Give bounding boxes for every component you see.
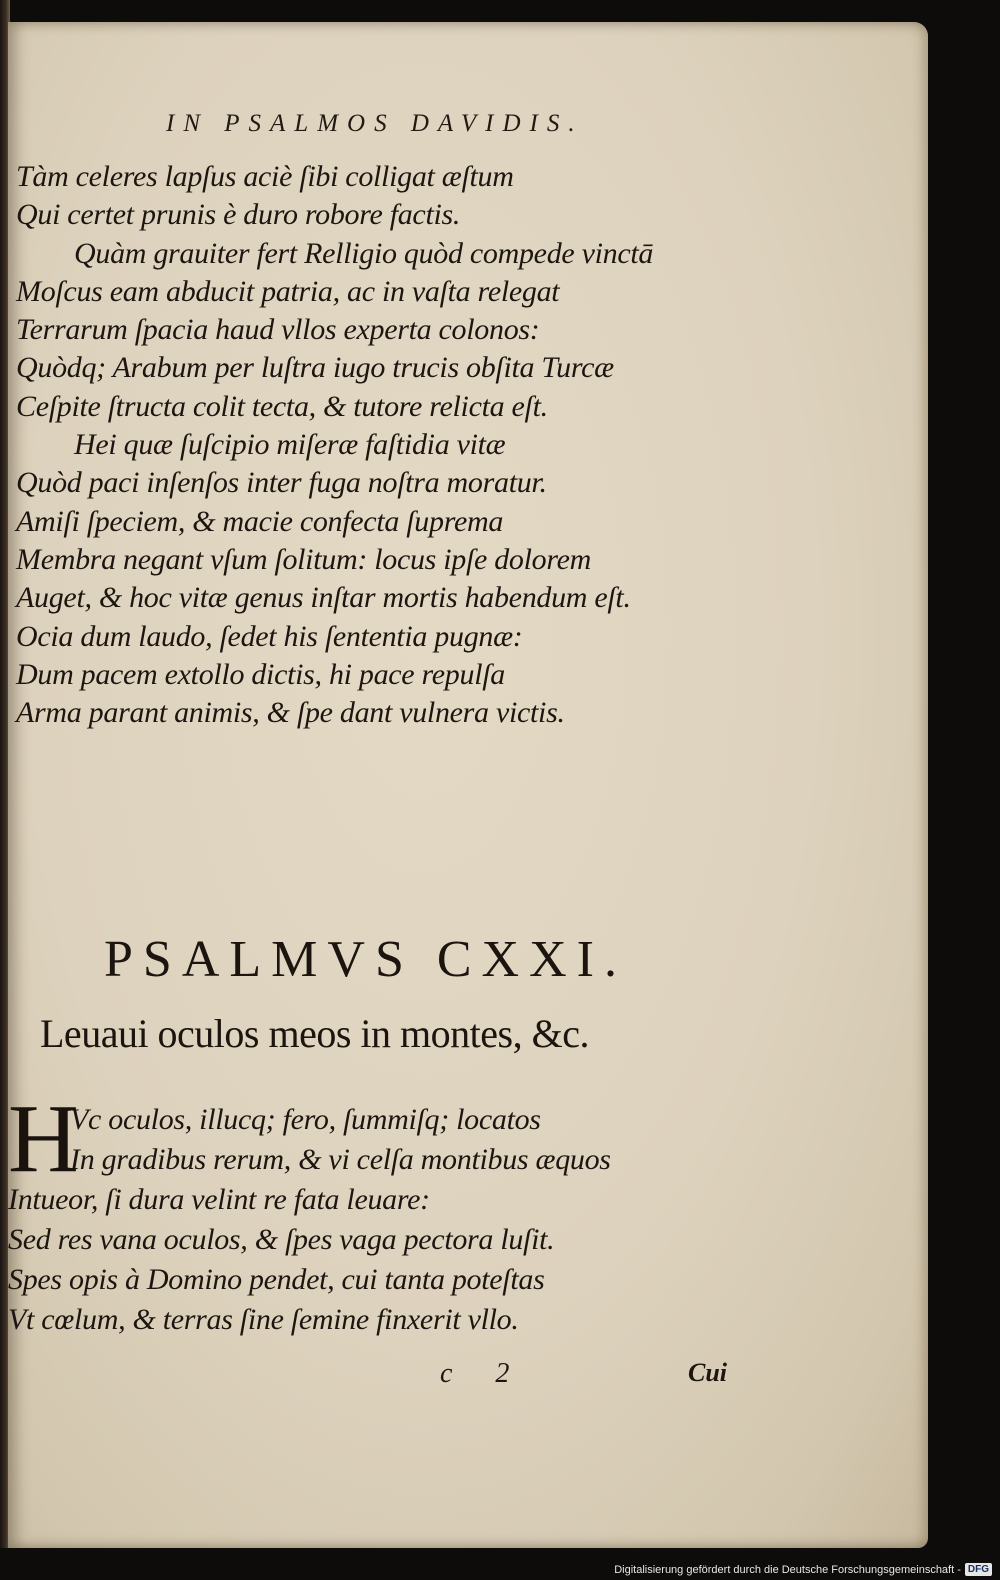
psalm-body <box>8 1085 908 1340</box>
dfg-logo: DFG <box>965 1563 992 1576</box>
verse-line: Quòd paci inſenſos inter fuga noſtra moratur. <box>16 466 547 500</box>
verse-line: Dum pacem extollo dictis, hi pace repulſa <box>16 657 505 691</box>
psalm-line: Sed res vana oculos, & ſpes vaga pectora luſit. <box>8 1223 555 1256</box>
psalm-title: PSALMVS CXXI. <box>104 931 627 988</box>
funding-footer <box>614 1563 992 1576</box>
verse-line: Amiſi ſpeciem, & macie confecta ſuprema <box>16 504 504 538</box>
book-page <box>8 22 928 1548</box>
psalm-incipit: Leuaui oculos meos in montes, &c. <box>40 1011 589 1056</box>
drop-cap: H <box>8 1085 79 1193</box>
footer-text: Digitalisierung gefördert durch die Deutsche Forschungsgemeinschaft - <box>614 1563 961 1576</box>
verse-line: Hei quæ ſuſcipio miſeræ faſtidia vitæ <box>74 428 506 462</box>
verse-line: Moſcus eam abducit patria, ac in vaſta relegat <box>16 274 560 308</box>
verse-block <box>16 158 916 732</box>
verse-line: Ceſpite ſtructa colit tecta, & tutore relicta eſt. <box>16 389 548 423</box>
signature-mark: c 2 <box>440 1358 528 1389</box>
verse-line: Quòdq; Arabum per luſtra iugo trucis obſita Turcæ <box>16 351 614 385</box>
catchword: Cui <box>688 1358 728 1387</box>
verse-line: Arma parant animis, & ſpe dant vulnera victis. <box>16 696 565 730</box>
psalm-line: In gradibus rerum, & vi celſa montibus æquos <box>70 1143 611 1176</box>
running-head: IN PSALMOS DAVIDIS. <box>166 110 584 137</box>
psalm-line: Vc oculos, illucq; fero, ſummiſq; locatos <box>70 1103 541 1136</box>
psalm-line: Spes opis à Domino pendet, cui tanta poteſtas <box>8 1263 545 1296</box>
verse-line: Tàm celeres lapſus aciè ſibi colligat æſtum <box>16 160 514 193</box>
verse-line: Ocia dum laudo, ſedet his ſententia pugnæ: <box>16 619 523 653</box>
verse-line: Membra negant vſum ſolitum: locus ipſe dolorem <box>16 542 591 576</box>
psalm-line: Intueor, ſi dura velint re fata leuare: <box>8 1183 430 1216</box>
psalm-line: Vt cœlum, & terras ſine ſemine finxerit vllo. <box>8 1303 519 1336</box>
verse-line: Terrarum ſpacia haud vllos experta colonos: <box>16 313 540 347</box>
verse-line: Qui certet prunis è duro robore factis. <box>16 198 461 232</box>
verse-line: Auget, & hoc vitæ genus inſtar mortis habendum eſt. <box>16 581 631 615</box>
verse-line: Quàm grauiter fert Relligio quòd compede vinctā <box>74 236 654 270</box>
